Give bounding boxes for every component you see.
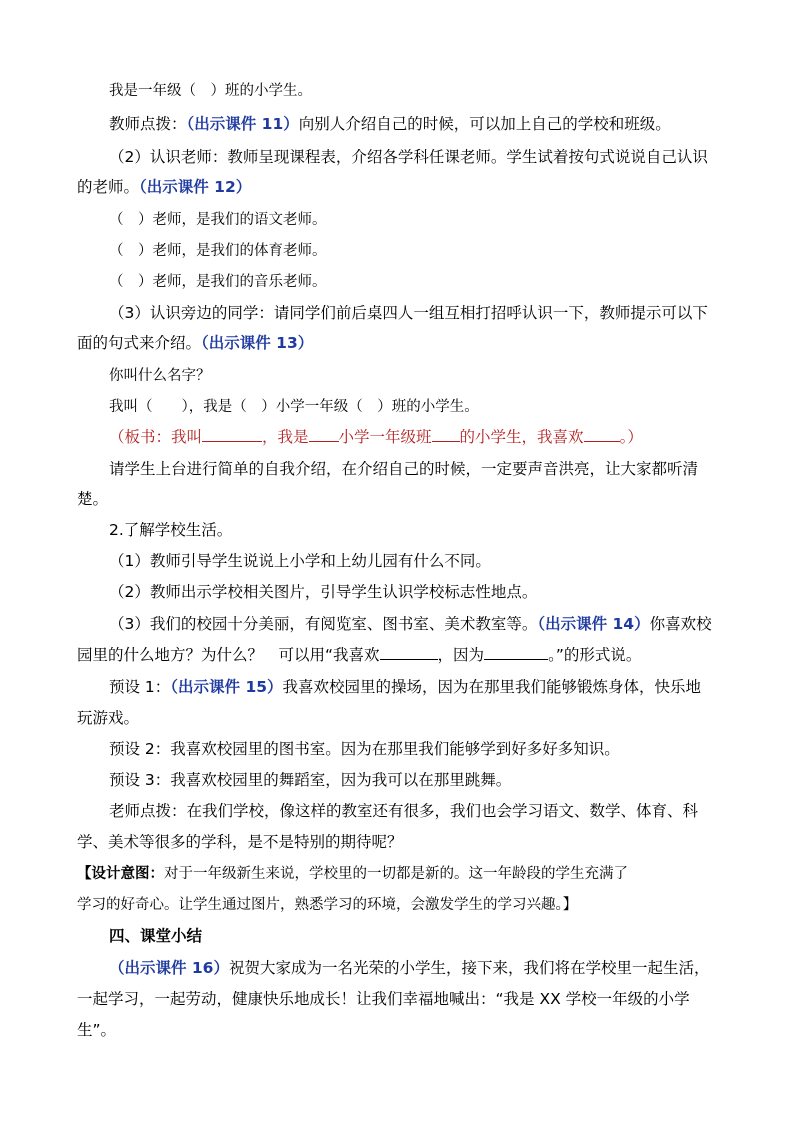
paragraph-line — [77, 989, 690, 1009]
paragraph-line — [109, 366, 211, 386]
line-text: 玩游戏。 — [77, 709, 140, 727]
line-text: 预设 2：我喜欢校园里的图书室。因为在那里我们能够学到好多好多知识。 — [109, 740, 620, 758]
line-text: （板书：我叫 — [109, 428, 203, 446]
line-text: 我叫（ ），我是（ ）小学一年级（ ）班的小学生。 — [109, 399, 479, 415]
courseware-reference: （出示课件 16） — [109, 959, 229, 977]
courseware-reference: （出示课件 14） — [537, 615, 650, 633]
line-text: 学习的好奇心。让学生通过图片，熟悉学习的环境，会激发学生的学习兴趣。】 — [77, 897, 578, 913]
fill-blank — [584, 427, 620, 442]
line-text: （2）教师出示学校相关图片，引导学生认识学校标志性地点。 — [109, 583, 538, 601]
line-text: 对于一年级新生来说，学校里的一切都是新的。这一年龄段的学生充满了 — [164, 866, 628, 882]
courseware-reference: （出示课件 11） — [186, 115, 299, 133]
line-text: 我是一年级（ ）班的小学生。 — [109, 83, 312, 99]
line-text: 预设 1： — [109, 678, 171, 696]
line-text: （ ）老师，是我们的体育老师。 — [109, 243, 327, 259]
line-text: 你叫什么名字？ — [109, 368, 211, 384]
line-text: 2.了解学校生活。 — [109, 521, 233, 539]
paragraph-line — [77, 645, 641, 665]
line-text: 一起学习，一起劳动，健康快乐地成长！让我们幸福地喊出：“我是 XX 学校一年级的小学 — [77, 990, 690, 1008]
line-text: （ ）老师，是我们的语文老师。 — [109, 212, 327, 228]
courseware-reference: （出示课件 13） — [201, 334, 314, 352]
line-text: （ ）老师，是我们的音乐老师。 — [109, 274, 327, 290]
paragraph-line — [77, 1020, 116, 1040]
line-text: 的老师。 — [77, 178, 140, 196]
design-intent — [77, 864, 628, 884]
line-text: ，因为 — [437, 646, 485, 664]
line-text: 我喜欢校园里的操场，因为在那里我们能够锻炼身体，快乐地 — [282, 678, 702, 696]
line-text: 祝贺大家成为一名光荣的小学生，接下来，我们将在学校里一起生活， — [228, 959, 710, 977]
paragraph-line — [109, 459, 698, 479]
design-intent-label: 【设计意图： — [77, 865, 164, 882]
line-text: 。） — [619, 428, 643, 446]
line-text: 预设 3：我喜欢校园里的舞蹈室，因为我可以在那里跳舞。 — [109, 771, 512, 789]
paragraph-line — [77, 333, 313, 353]
line-text: 的小学生，我喜欢 — [459, 428, 584, 446]
paragraph-line — [109, 801, 698, 821]
line-text: 园里的什么地方？为什么？ 可以用“我喜欢 — [77, 646, 380, 664]
line-text: （1）教师引导学生说说上小学和上幼儿园有什么不同。 — [109, 552, 491, 570]
paragraph-line — [77, 177, 251, 197]
design-intent — [77, 895, 577, 915]
paragraph-line — [109, 147, 708, 167]
paragraph-line — [109, 397, 479, 417]
line-text: 向别人介绍自己的时候，可以加上自己的学校和班级。 — [298, 115, 671, 133]
paragraph-line — [109, 81, 312, 101]
paragraph-line — [109, 303, 708, 323]
paragraph-line — [109, 614, 712, 634]
paragraph-line — [109, 677, 701, 697]
fill-blank — [309, 427, 339, 442]
paragraph-line — [77, 832, 403, 852]
line-text: 你喜欢校 — [649, 615, 712, 633]
paragraph-line — [77, 489, 108, 509]
fill-blank — [202, 427, 262, 442]
line-text: （3）认识旁边的同学：请同学们前后桌四人一组互相打招呼认识一下，教师提示可以下 — [109, 304, 708, 322]
line-text: 小学一年级班 — [338, 428, 432, 446]
paragraph-line — [109, 114, 671, 134]
section-subheading — [109, 520, 232, 540]
fill-blank — [432, 427, 460, 442]
line-text: ，我是 — [262, 428, 309, 446]
line-text: 老师点拨：在我们学校，像这样的教室还有很多，我们也会学习语文、数学、体育、科 — [109, 802, 699, 820]
fill-blank — [380, 645, 438, 660]
paragraph-line — [109, 210, 327, 230]
line-text: 生”。 — [77, 1021, 117, 1039]
line-text: 学、美术等很多的学科，是不是特别的期待呢？ — [77, 833, 403, 851]
line-text: （3）我们的校园十分美丽，有阅览室、图书室、美术教室等。 — [109, 615, 538, 633]
courseware-reference: （出示课件 15） — [170, 678, 283, 696]
courseware-reference: （出示课件 12） — [139, 178, 252, 196]
paragraph-line — [109, 551, 491, 571]
paragraph-line — [109, 770, 511, 790]
line-text: 。”的形式说。 — [548, 646, 642, 664]
paragraph-line — [109, 582, 537, 602]
paragraph-line — [109, 739, 620, 759]
line-text: 楚。 — [77, 490, 109, 508]
paragraph-line — [77, 708, 139, 728]
line-text: 四、课堂小结 — [109, 927, 203, 945]
line-text: 面的句式来介绍。 — [77, 334, 202, 352]
line-text: （2）认识老师：教师呈现课程表，介绍各学科任课老师。学生试着按句式说说自己认识 — [109, 148, 708, 166]
paragraph-line — [109, 241, 327, 261]
blackboard-note — [109, 427, 643, 447]
section-heading — [109, 926, 202, 946]
paragraph-line — [109, 272, 327, 292]
line-text: 教师点拨： — [109, 115, 187, 133]
fill-blank — [484, 645, 548, 660]
paragraph-line — [109, 958, 709, 978]
line-text: 请学生上台进行简单的自我介绍，在介绍自己的时候，一定要声音洪亮，让大家都听清 — [109, 460, 699, 478]
